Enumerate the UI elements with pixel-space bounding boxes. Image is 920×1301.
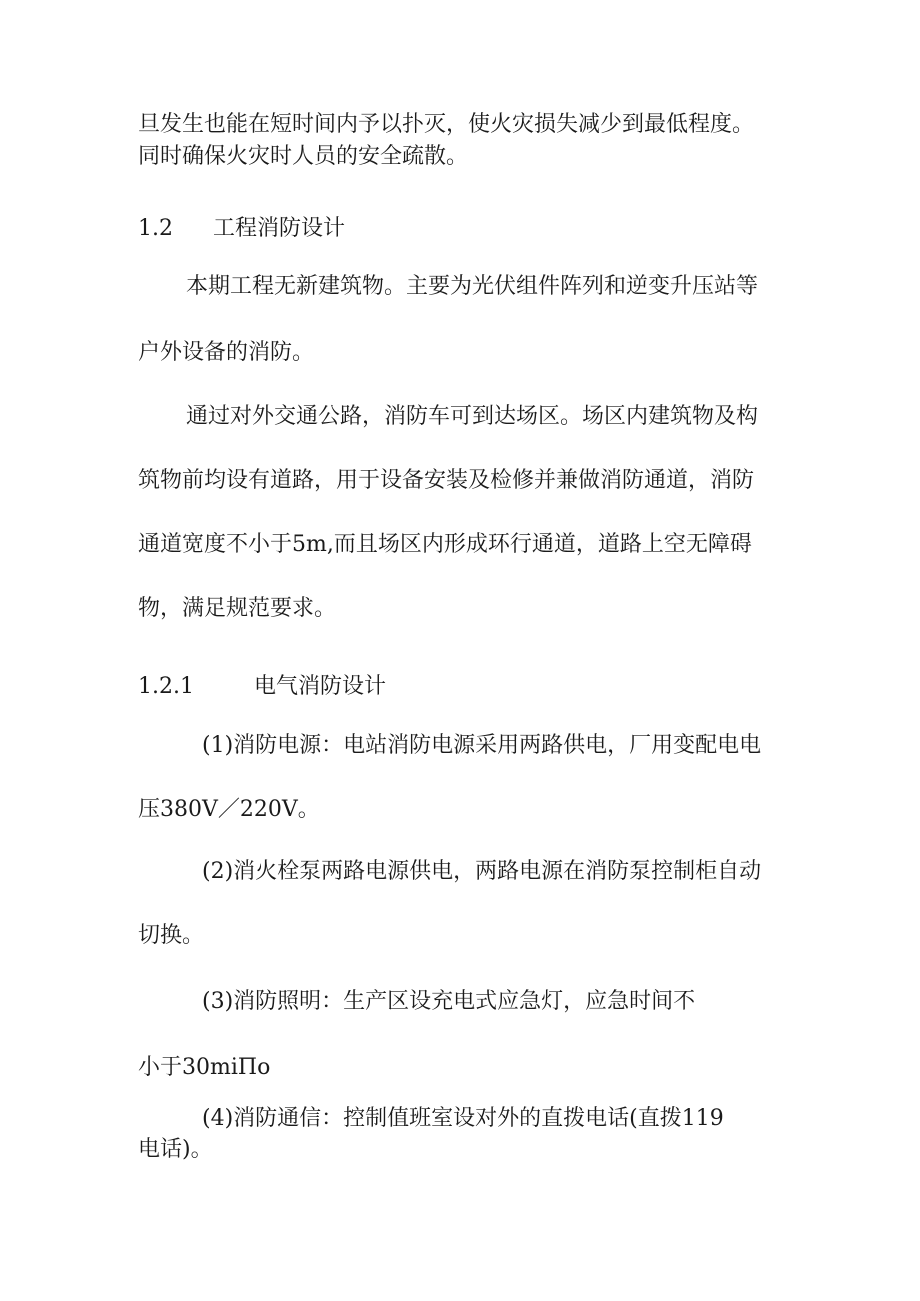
paragraph-line: (3)消防照明：生产区设充电式应急灯，应急时间不 bbox=[202, 989, 696, 1014]
paragraph-line: (2)消火栓泵两路电源供电，两路电源在消防泵控制柜自动 bbox=[202, 859, 762, 884]
paragraph-line: 旦发生也能在短时间内予以扑灭，使火灾损失减少到最低程度。 bbox=[138, 112, 755, 137]
paragraph-line: 压380V／220V。 bbox=[138, 797, 320, 822]
paragraph-line: 通过对外交通公路，消防车可到达场区。场区内建筑物及构 bbox=[186, 404, 759, 429]
paragraph-line: (1)消防电源：电站消防电源采用两路供电，厂用变配电电 bbox=[202, 733, 762, 758]
section-number: 1.2 bbox=[138, 216, 173, 241]
paragraph-line: 通道宽度不小于5m,而且场区内形成环行通道，道路上空无障碍 bbox=[138, 532, 752, 557]
paragraph-line: 筑物前均设有道路，用于设备安装及检修并兼做消防通道，消防 bbox=[138, 468, 755, 493]
paragraph-line: 物，满足规范要求。 bbox=[138, 596, 337, 621]
paragraph-line: 电话)。 bbox=[138, 1137, 213, 1162]
section-heading bbox=[138, 218, 345, 240]
subsection-heading bbox=[138, 676, 386, 698]
subsection-number: 1.2.1 bbox=[138, 674, 194, 699]
paragraph-line: 切换。 bbox=[138, 923, 205, 948]
section-title: 工程消防设计 bbox=[213, 216, 346, 241]
paragraph-line: 本期工程无新建筑物。主要为光伏组件阵列和逆变升压站等 bbox=[186, 274, 759, 299]
paragraph-line: (4)消防通信：控制值班室设对外的直拨电话(直拨119 bbox=[202, 1106, 724, 1131]
subsection-title: 电气消防设计 bbox=[253, 674, 386, 699]
paragraph-line: 户外设备的消防。 bbox=[138, 340, 315, 365]
paragraph-line: 同时确保火灾时人员的安全疏散。 bbox=[138, 144, 469, 169]
paragraph-line: 小于30miΠo bbox=[138, 1055, 271, 1080]
